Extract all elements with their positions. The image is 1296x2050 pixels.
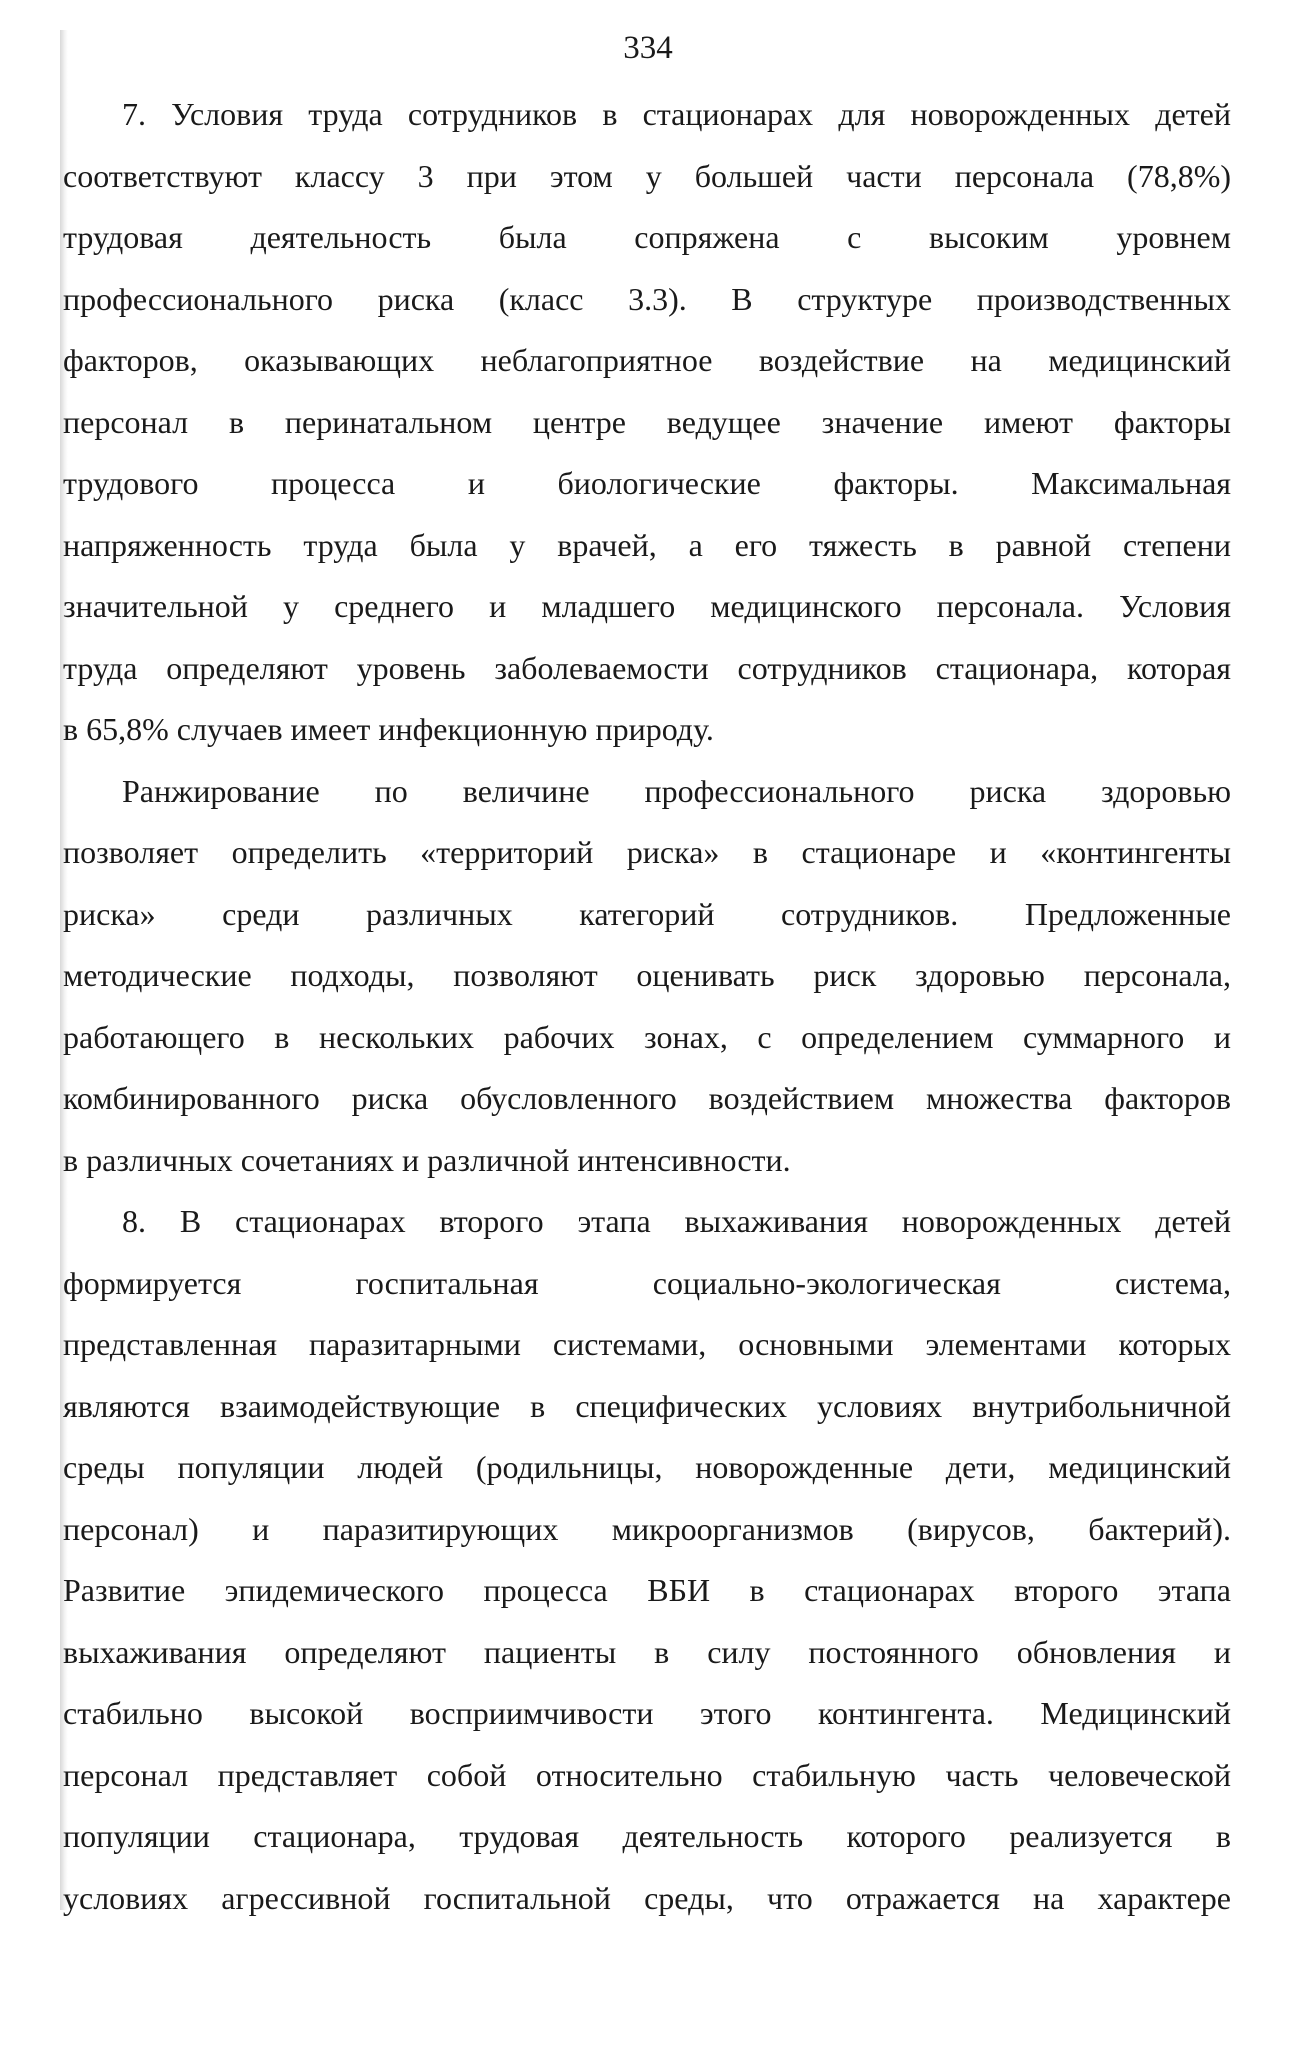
text-line: стабильно высокой восприимчивости этого контингента. Медицинский	[63, 1695, 1231, 1731]
text-line: популяции стационара, трудовая деятельность которого реализуется в	[63, 1818, 1231, 1854]
text-line: комбинированного риска обусловленного воздействием множества факторов	[63, 1080, 1231, 1116]
text-line: трудовая деятельность была сопряжена с высоким уровнем	[63, 219, 1231, 255]
text-line: напряженность труда была у врачей, а его тяжесть в равной степени	[63, 526, 1231, 563]
text-line: 8. В стационарах второго этапа выхаживания новорожденных детей	[122, 1203, 1231, 1239]
text-line: профессионального риска (класс 3.3). В структуре производственных	[63, 280, 1231, 317]
text-line: условиях агрессивной госпитальной среды, что отражается на характере	[63, 1879, 1231, 1916]
text-line: соответствуют классу 3 при этом у большей части персонала (78,8%)	[63, 157, 1231, 194]
text-line: Ранжирование по величине профессионального риска здоровью	[122, 772, 1231, 809]
text-line: Развитие эпидемического процесса ВБИ в стационарах второго этапа	[63, 1572, 1231, 1608]
page-number: 334	[623, 30, 673, 66]
text-line: персонал в перинатальном центре ведущее значение имеют факторы	[63, 403, 1231, 440]
text-line: значительной у среднего и младшего медицинского персонала. Условия	[63, 588, 1231, 624]
text-line: персонал представляет собой относительно стабильную часть человеческой	[63, 1756, 1231, 1793]
text-line: в различных сочетаниях и различной интенсивности.	[63, 1141, 791, 1178]
text-line: труда определяют уровень заболеваемости сотрудников стационара, которая	[63, 649, 1231, 686]
text-line: персонал) и паразитирующих микроорганизмов (вирусов, бактерий).	[63, 1510, 1231, 1547]
text-line: являются взаимодействующие в специфических условиях внутрибольничной	[63, 1387, 1231, 1424]
text-line: представленная паразитарными системами, основными элементами которых	[63, 1326, 1231, 1362]
paragraph	[63, 1191, 1231, 1929]
text-line: работающего в нескольких рабочих зонах, с определением суммарного и	[63, 1018, 1231, 1055]
text-line: методические подходы, позволяют оценивать риск здоровью персонала,	[63, 957, 1231, 993]
text-line: риска» среди различных категорий сотрудников. Предложенные	[63, 895, 1231, 932]
text-line: позволяет определить «территорий риска» в стационаре и «контингенты	[63, 834, 1231, 870]
paragraph	[63, 84, 1231, 761]
body-text	[63, 84, 1231, 1929]
text-line: формируется госпитальная социально-экологическая система,	[63, 1264, 1231, 1301]
text-line: трудового процесса и биологические факторы. Максимальная	[63, 465, 1231, 501]
text-line: в 65,8% случаев имеет инфекционную природу.	[63, 711, 714, 747]
text-line: выхаживания определяют пациенты в силу постоянного обновления и	[63, 1633, 1231, 1670]
paragraph	[63, 761, 1231, 1192]
text-line: 7. Условия труда сотрудников в стационарах для новорожденных детей	[122, 96, 1231, 132]
text-line: среды популяции людей (родильницы, новорожденные дети, медицинский	[63, 1449, 1231, 1485]
text-line: факторов, оказывающих неблагоприятное воздействие на медицинский	[63, 342, 1231, 378]
